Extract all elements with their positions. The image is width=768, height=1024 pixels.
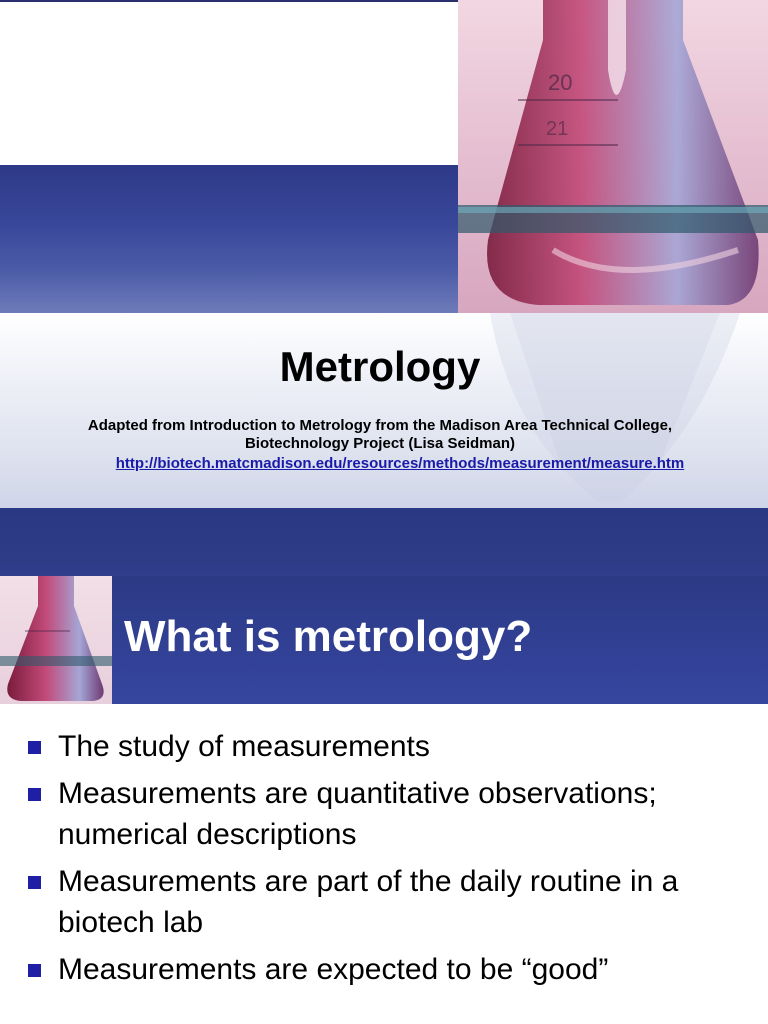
bullet-text: Measurements are part of the daily routine in a biotech lab (58, 865, 679, 939)
square-bullet-icon (28, 964, 41, 977)
blue-band (0, 165, 462, 313)
svg-text:21: 21 (546, 118, 569, 140)
list-item (28, 949, 758, 990)
list-item (28, 861, 758, 943)
subtitle-line-1: Adapted from Introduction to Metrology from the Madison Area Technical College, (87, 417, 673, 434)
svg-text:20: 20 (548, 70, 573, 95)
erlenmeyer-flask-icon (0, 576, 112, 704)
square-bullet-icon (28, 788, 41, 801)
bullet-list (28, 726, 758, 996)
flask-thumbnail (0, 576, 112, 704)
blue-band-bottom (0, 508, 768, 576)
bullet-text: Measurements are quantitative observations; numerical descriptions (58, 777, 657, 851)
list-item (28, 773, 758, 855)
bullet-text: Measurements are expected to be “good” (58, 953, 609, 986)
source-link[interactable]: http://biotech.matcmadison.edu/resources/methods/measurement/measure.htm (115, 455, 685, 472)
flask-photo (458, 0, 768, 313)
square-bullet-icon (28, 741, 41, 754)
content-slide (0, 576, 768, 1024)
bullet-text: The study of measurements (58, 730, 430, 763)
list-item (28, 726, 758, 767)
subtitle-line-2: Biotechnology Project (Lisa Seidman) (244, 435, 516, 452)
square-bullet-icon (28, 876, 41, 889)
slide-title: What is metrology? (124, 612, 533, 661)
slide-title: Metrology (279, 343, 481, 390)
erlenmeyer-flask-icon (458, 0, 768, 313)
